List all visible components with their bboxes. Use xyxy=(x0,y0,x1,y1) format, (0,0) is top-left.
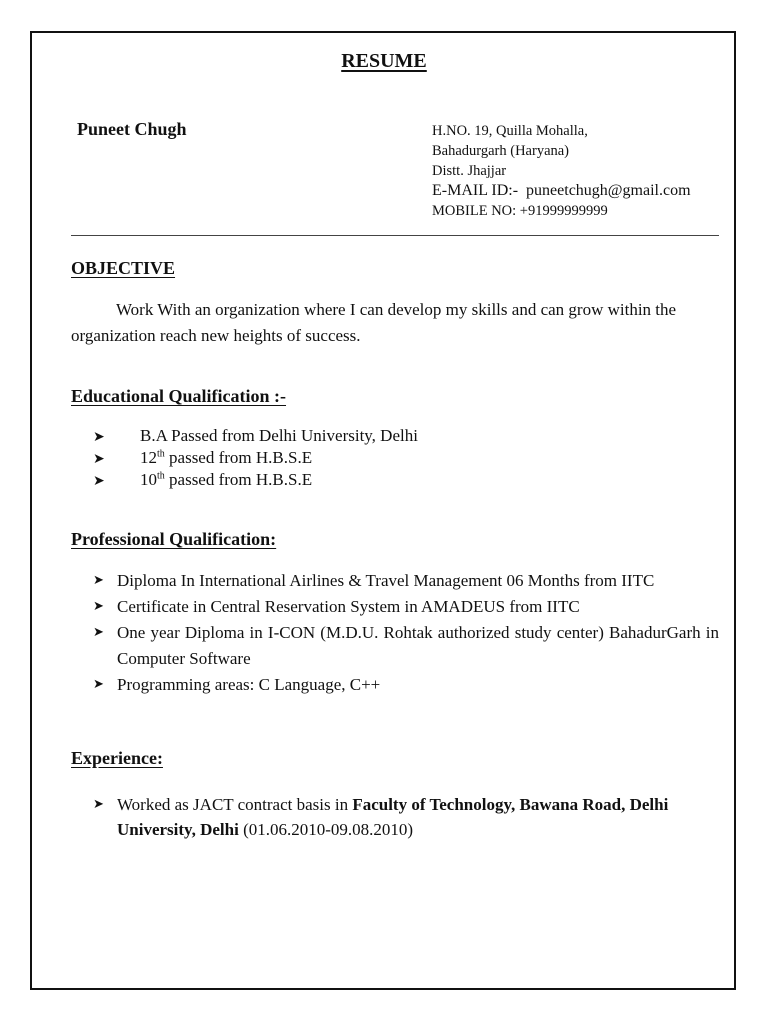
list-item xyxy=(93,620,719,672)
mobile-line: MOBILE NO: +91999999999 xyxy=(432,203,608,219)
professional-list xyxy=(93,568,719,698)
professional-item-text: One year Diploma in I-CON (M.D.U. Rohtak authorized study center) BahadurGarh in Computer Software xyxy=(117,623,719,668)
arrowhead-bullet-icon: ➤ xyxy=(93,797,104,812)
arrowhead-bullet-icon: ➤ xyxy=(93,599,104,614)
list-item xyxy=(93,792,719,842)
experience-item-text: Worked as JACT contract basis in Faculty of Technology, Bawana Road, Delhi University, Delhi (01.06.2010-09.08.2010) xyxy=(117,795,669,839)
arrowhead-bullet-icon: ➤ xyxy=(93,625,104,640)
header-divider xyxy=(71,235,719,236)
arrowhead-bullet-icon: ➤ xyxy=(93,573,104,588)
resume-title: RESUME xyxy=(341,50,427,72)
employer-name: Faculty of Technology, Bawana Road, Delhi University, Delhi xyxy=(117,795,669,839)
objective-heading: OBJECTIVE xyxy=(71,258,176,278)
experience-list xyxy=(93,792,719,842)
arrowhead-bullet-icon: ➤ xyxy=(93,473,105,489)
arrowhead-bullet-icon: ➤ xyxy=(93,451,105,467)
education-item-text: B.A Passed from Delhi University, Delhi xyxy=(140,426,418,445)
list-item xyxy=(93,672,719,698)
education-item-text: 10th passed from H.B.S.E xyxy=(140,470,313,489)
arrowhead-bullet-icon: ➤ xyxy=(93,429,105,445)
professional-heading: Professional Qualification: xyxy=(71,529,277,549)
list-item xyxy=(93,426,418,448)
list-item xyxy=(93,470,418,492)
email-label: E-MAIL ID:- xyxy=(432,182,519,199)
professional-item-text: Diploma In International Airlines & Travel Management 06 Months from IITC xyxy=(117,571,655,590)
education-list xyxy=(93,426,418,492)
list-item xyxy=(93,448,418,470)
email-line xyxy=(432,181,691,201)
arrowhead-bullet-icon: ➤ xyxy=(93,677,104,692)
education-item-text: 12th passed from H.B.S.E xyxy=(140,448,313,467)
contact-block xyxy=(432,121,691,221)
objective-text: Work With an organization where I can develop my skills and can grow within the organization reach new heights of success. xyxy=(71,300,677,345)
list-item xyxy=(93,594,719,620)
professional-item-text: Programming areas: C Language, C++ xyxy=(117,675,381,694)
candidate-name: Puneet Chugh xyxy=(77,119,187,139)
address-line-3: Distt. Jhajjar xyxy=(432,163,507,179)
address-line-1: H.NO. 19, Quilla Mohalla, xyxy=(432,123,588,139)
list-item xyxy=(93,568,719,594)
professional-item-text: Certificate in Central Reservation System in AMADEUS from IITC xyxy=(117,597,580,616)
education-heading: Educational Qualification :- xyxy=(71,386,287,406)
experience-heading: Experience: xyxy=(71,748,163,768)
address-line-2: Bahadurgarh (Haryana) xyxy=(432,143,570,159)
email-value: puneetchugh@gmail.com xyxy=(526,182,691,199)
